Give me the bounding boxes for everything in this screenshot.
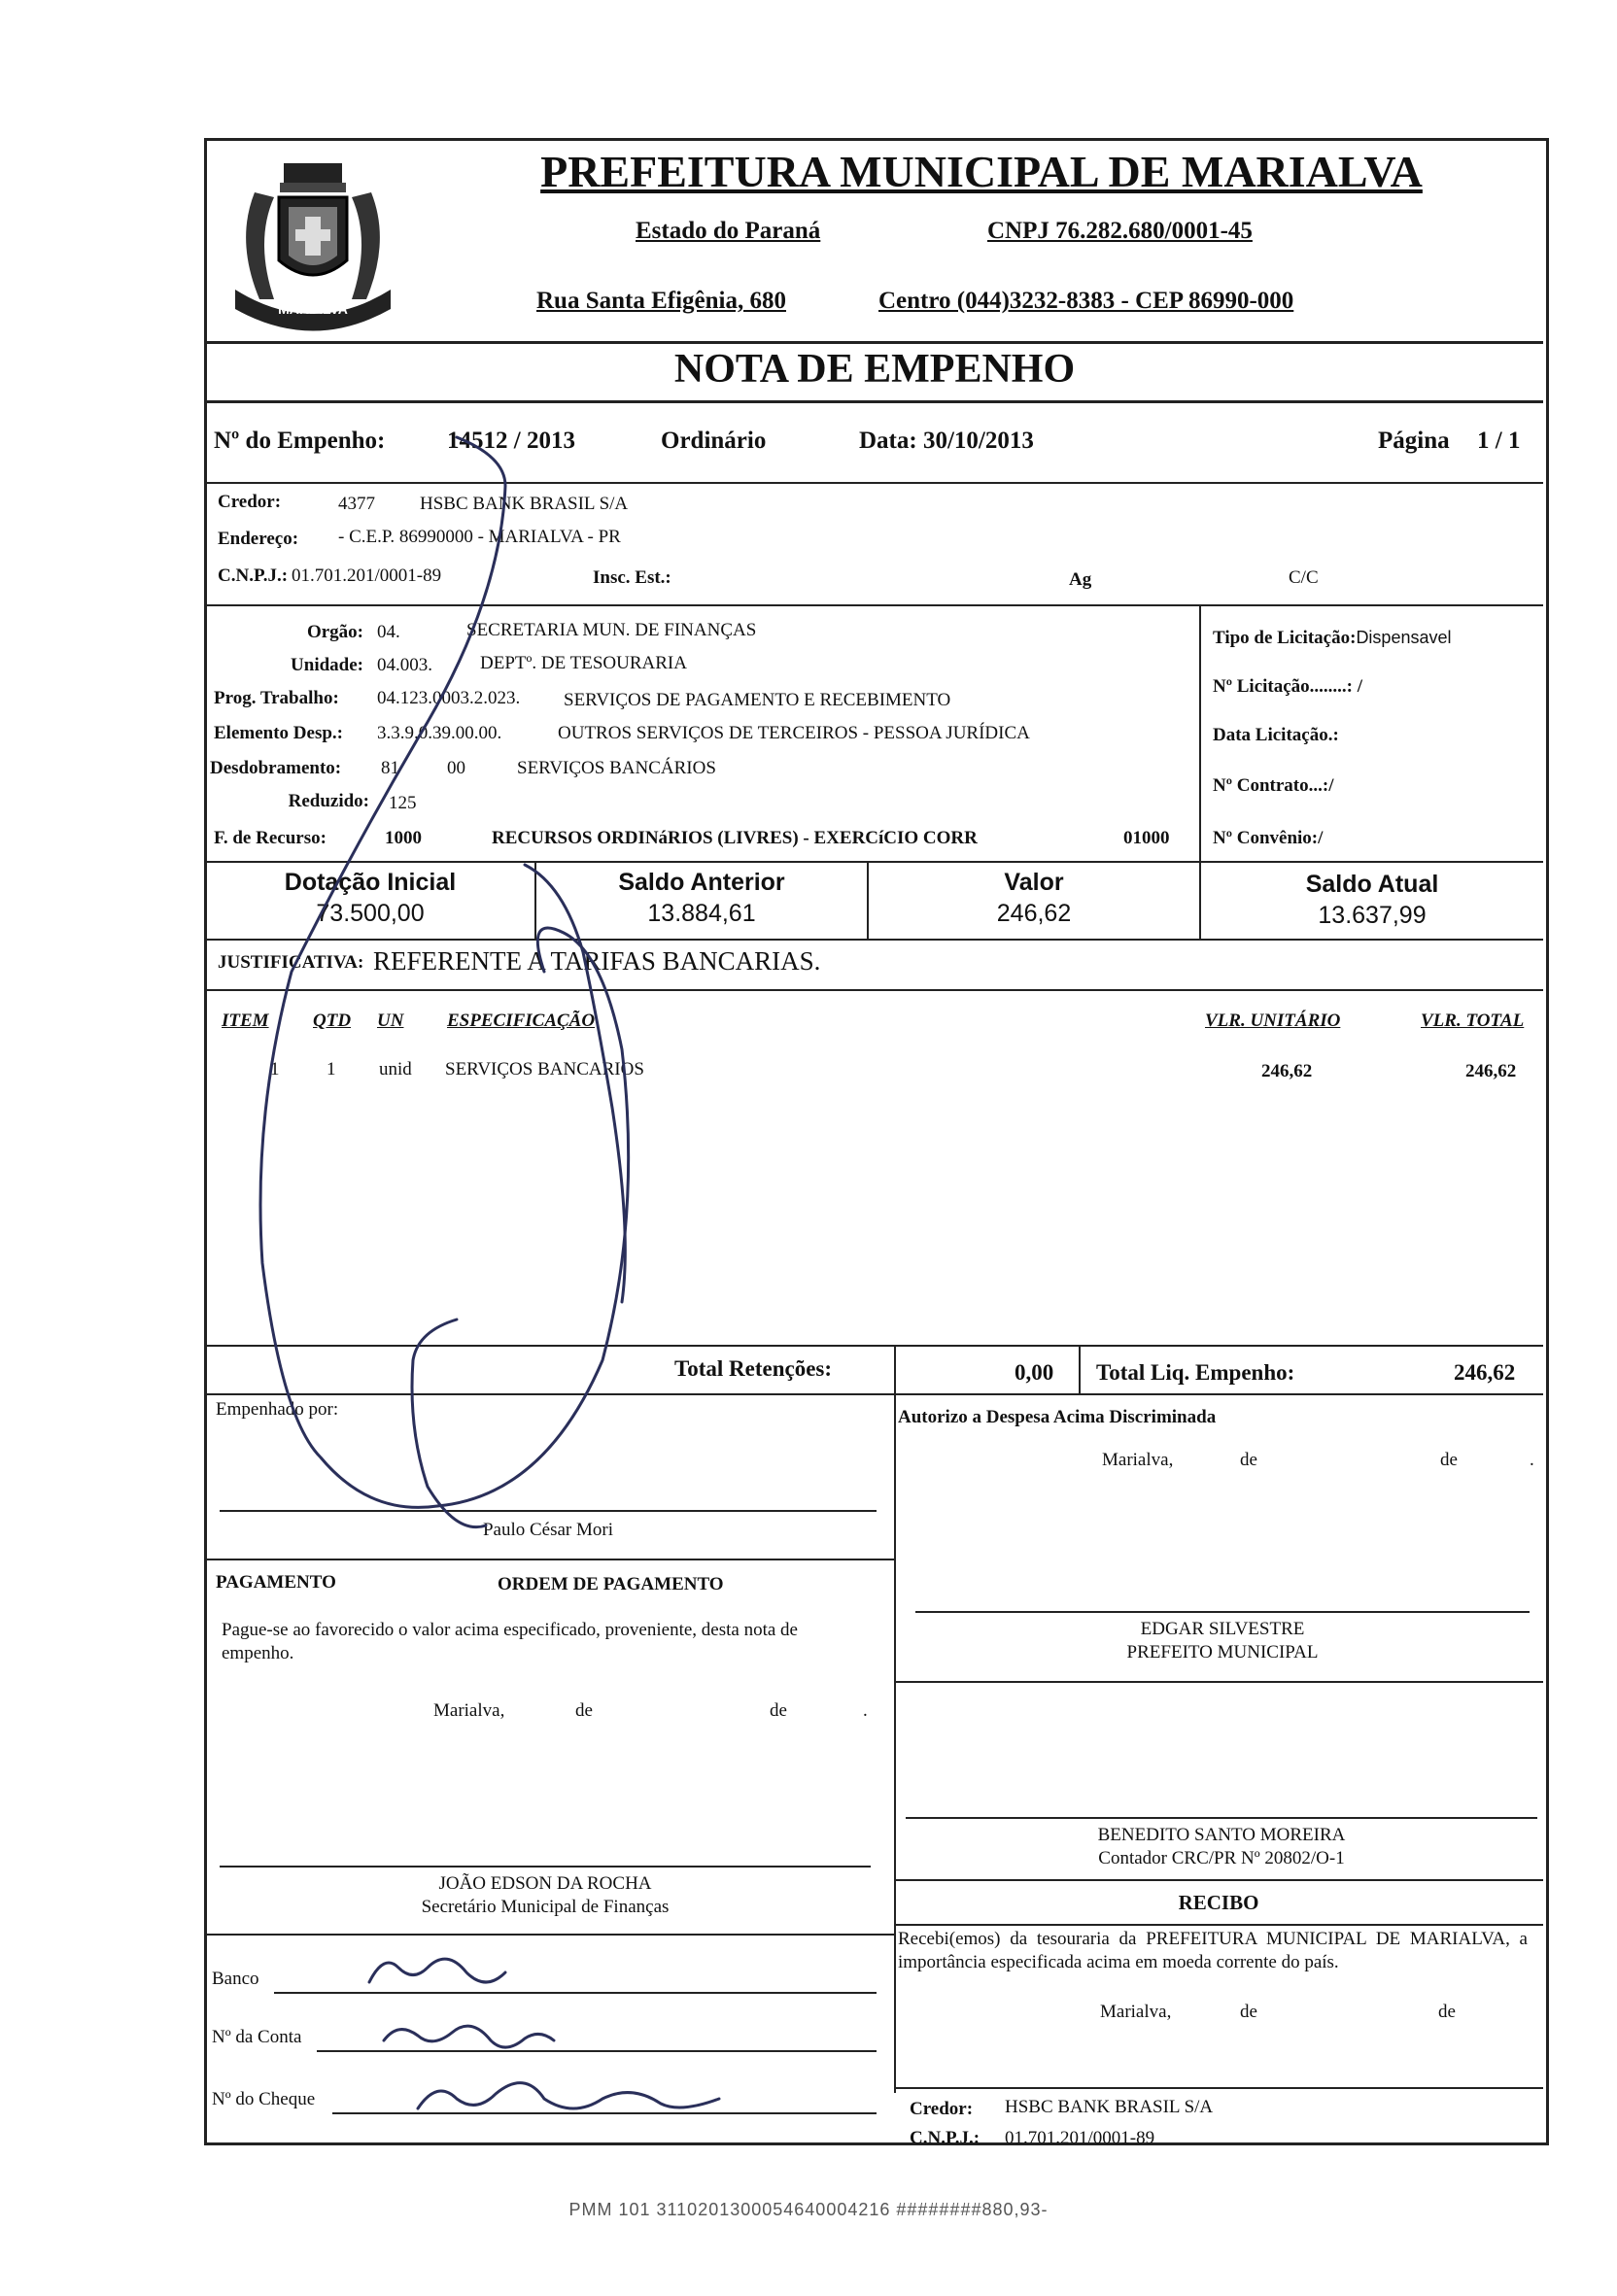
insc-label: Insc. Est.: (593, 567, 671, 588)
divider (206, 861, 1543, 863)
prog-desc: SERVIÇOS DE PAGAMENTO E RECEBIMENTO (564, 690, 951, 710)
empenho-number: 14512 / 2013 (447, 428, 575, 454)
recibo-de1: de (1240, 2002, 1257, 2022)
recibo-de2: de (1438, 2002, 1456, 2022)
divider (206, 1345, 1543, 1347)
dotacao-label: Dotação Inicial (284, 869, 457, 896)
retencoes-value: 0,00 (1015, 1360, 1054, 1385)
recibo-cnpj-label: C.N.P.J.: (910, 2128, 981, 2148)
unidade-label: Unidade: (291, 655, 363, 675)
page-value: 1 / 1 (1477, 428, 1521, 454)
licitacao-data: Data Licitação.: (1213, 725, 1339, 745)
saldo-atual-label: Saldo Atual (1305, 871, 1439, 898)
orgao-code: 04. (377, 622, 400, 642)
valor-value: 246,62 (996, 900, 1072, 927)
reduzido-value: 125 (389, 793, 417, 813)
pagamento-dot: . (863, 1700, 868, 1721)
barcode-line: PMM 101 3110201300054640004216 ########880,93- (568, 2200, 1049, 2219)
empenho-label: Nº do Empenho: (214, 428, 386, 454)
pagamento-de2: de (770, 1700, 787, 1721)
conta-label: Nº da Conta (212, 2027, 302, 2047)
endereco-label: Endereço: (218, 529, 299, 549)
row-qtd: 1 (327, 1059, 336, 1079)
saldo-anterior-value: 13.884,61 (647, 900, 756, 927)
saldo-atual-value: 13.637,99 (1318, 902, 1427, 929)
divider (206, 939, 1543, 941)
autorizo-place: Marialva, (1102, 1450, 1174, 1470)
recibo-text: Recebi(emos) da tesouraria da PREFEITURA MUNICIPAL DE MARIALVA, a importância especificada acima em moeda corrente do país. (898, 1929, 1528, 1972)
unidade-code: 04.003. (377, 655, 432, 675)
saldo-anterior-label: Saldo Anterior (618, 869, 785, 896)
recibo-cnpj-value: 01.701.201/0001-89 (1005, 2128, 1155, 2148)
retencoes-label: Total Retenções: (674, 1356, 833, 1381)
recurso-label: F. de Recurso: (214, 828, 327, 848)
licitacao-numero: Nº Licitação........: / (1213, 676, 1363, 697)
pagamento-text: Pague-se ao favorecido o valor acima especificado, proveniente, desta nota de empenho. (222, 1620, 798, 1663)
divider (206, 1393, 1543, 1395)
orgao-desc: SECRETARIA MUN. DE FINANÇAS (466, 620, 757, 640)
banco-label: Banco (212, 1969, 259, 1989)
autorizo-de2: de (1440, 1450, 1458, 1470)
credor-code: 4377 (338, 494, 375, 514)
licitacao-convenio: Nº Convênio:/ (1213, 828, 1324, 848)
prefeito-name: EDGAR SILVESTRE (1140, 1619, 1305, 1639)
page-label: Página (1378, 428, 1450, 454)
divider (894, 1681, 1543, 1683)
header-especificacao: ESPECIFICAÇÃO (447, 1011, 596, 1031)
divider (206, 341, 1543, 344)
autorizo-dot: . (1530, 1450, 1534, 1470)
secretario-name: JOÃO EDSON DA ROCHA (438, 1873, 652, 1894)
empenho-date: Data: 30/10/2013 (859, 428, 1034, 454)
recibo-title: RECIBO (1178, 1891, 1259, 1914)
justificativa-label: JUSTIFICATIVA: (218, 952, 364, 973)
signature-line (906, 1817, 1537, 1819)
secretario-role: Secretário Municipal de Finanças (421, 1897, 670, 1917)
header-qtd: QTD (313, 1011, 352, 1031)
empenho-type: Ordinário (661, 428, 767, 454)
licitacao-tipo (1213, 628, 1452, 649)
recurso-desc: RECURSOS ORDINáRIOS (LIVRES) - EXERCíCIO CORR (492, 828, 978, 848)
reduzido-label: Reduzido: (288, 791, 369, 811)
cheque-line (332, 2112, 877, 2114)
cnpj-credor-value: 01.701.201/0001-89 (292, 565, 442, 586)
pagamento-label: PAGAMENTO (216, 1572, 336, 1593)
divider (1079, 1345, 1081, 1393)
row-vlr-total: 246,62 (1465, 1061, 1517, 1081)
liq-label: Total Liq. Empenho: (1096, 1360, 1295, 1385)
divider (206, 482, 1543, 484)
header-vlr-total: VLR. TOTAL (1421, 1011, 1525, 1031)
contador-role: Contador CRC/PR Nº 20802/O-1 (1098, 1848, 1345, 1868)
empenhado-name: Paulo César Mori (482, 1520, 614, 1540)
crest-text: MARIALVA (278, 301, 348, 317)
credor-name: HSBC BANK BRASIL S/A (420, 494, 629, 514)
recurso-code2: 01000 (1123, 828, 1170, 848)
desd-desc: SERVIÇOS BANCÁRIOS (517, 758, 716, 778)
divider (206, 400, 1543, 403)
divider (894, 2087, 1543, 2089)
signature-line (220, 1866, 871, 1868)
recibo-credor-value: HSBC BANK BRASIL S/A (1005, 2097, 1214, 2117)
orgao-label: Orgão: (306, 622, 363, 642)
recurso-code: 1000 (385, 828, 422, 848)
autorizo-text: Autorizo a Despesa Acima Discriminada (898, 1407, 1217, 1427)
municipal-crest-icon (216, 144, 410, 338)
conta-line (317, 2050, 877, 2052)
divider (206, 989, 1543, 991)
divider (894, 1345, 896, 1393)
signature-line (220, 1510, 877, 1512)
justificativa-text: REFERENTE A TARIFAS BANCARIAS. (373, 946, 821, 976)
elem-code: 3.3.9.0.39.00.00. (377, 723, 502, 743)
banco-line (274, 1992, 877, 1994)
row-item: 1 (270, 1059, 280, 1079)
divider (206, 604, 1543, 606)
header-vlr-unitario: VLR. UNITÁRIO (1205, 1011, 1341, 1031)
divider (894, 1393, 896, 2093)
state-label: Estado do Paraná (636, 218, 821, 244)
row-vlr-unitario: 246,62 (1261, 1061, 1313, 1081)
row-un: unid (379, 1059, 412, 1079)
valor-label: Valor (1004, 869, 1064, 896)
divider (1199, 604, 1201, 861)
licitacao-tipo-value: Dispensavel (1356, 628, 1452, 647)
header-un: UN (377, 1011, 404, 1031)
contador-name: BENEDITO SANTO MOREIRA (1097, 1825, 1346, 1845)
cc-label: C/C (1289, 567, 1319, 588)
liq-value: 246,62 (1454, 1360, 1516, 1385)
credor-label: Credor: (218, 492, 282, 512)
signature-line (915, 1611, 1530, 1613)
ag-label: Ag (1069, 569, 1092, 590)
divider (894, 1924, 1543, 1926)
autorizo-de1: de (1240, 1450, 1257, 1470)
doc-title: NOTA DE EMPENHO (673, 347, 1076, 392)
desd-code2: 00 (447, 758, 465, 778)
unidade-desc: DEPTº. DE TESOURARIA (480, 653, 687, 673)
prog-code: 04.123.0003.2.023. (377, 688, 521, 708)
desd-label: Desdobramento: (210, 758, 342, 778)
recibo-place: Marialva, (1100, 2002, 1172, 2022)
divider (894, 1879, 1543, 1881)
divider (206, 1934, 894, 1936)
page-title: PREFEITURA MUNICIPAL DE MARIALVA (540, 147, 1423, 196)
divider (206, 1559, 894, 1560)
endereco-value: - C.E.P. 86990000 - MARIALVA - PR (338, 527, 621, 547)
cnpj-label: CNPJ 76.282.680/0001-45 (987, 218, 1253, 244)
licitacao-contrato: Nº Contrato...:/ (1213, 775, 1334, 796)
dotacao-value: 73.500,00 (316, 900, 425, 927)
desd-code1: 81 (381, 758, 399, 778)
recibo-credor-label: Credor: (910, 2099, 974, 2119)
cnpj-credor-label: C.N.P.J.: (218, 565, 289, 586)
district-phone-label: Centro (044)3232-8383 - CEP 86990-000 (878, 288, 1294, 314)
empenhado-label: Empenhado por: (216, 1399, 339, 1420)
pagamento-place: Marialva, (433, 1700, 505, 1721)
prefeito-role: PREFEITO MUNICIPAL (1126, 1642, 1319, 1662)
prog-label: Prog. Trabalho: (214, 688, 339, 708)
ordem-pagamento-label: ORDEM DE PAGAMENTO (498, 1574, 724, 1594)
address-label: Rua Santa Efigênia, 680 (536, 288, 786, 314)
elem-desc: OUTROS SERVIÇOS DE TERCEIROS - PESSOA JURÍDICA (558, 723, 1030, 743)
header-item: ITEM (222, 1011, 269, 1031)
row-especificacao: SERVIÇOS BANCARIOS (445, 1059, 644, 1079)
elem-label: Elemento Desp.: (214, 723, 343, 743)
pagamento-de1: de (575, 1700, 593, 1721)
licitacao-tipo-label: Tipo de Licitação: (1213, 628, 1357, 648)
cheque-label: Nº do Cheque (212, 2089, 316, 2109)
